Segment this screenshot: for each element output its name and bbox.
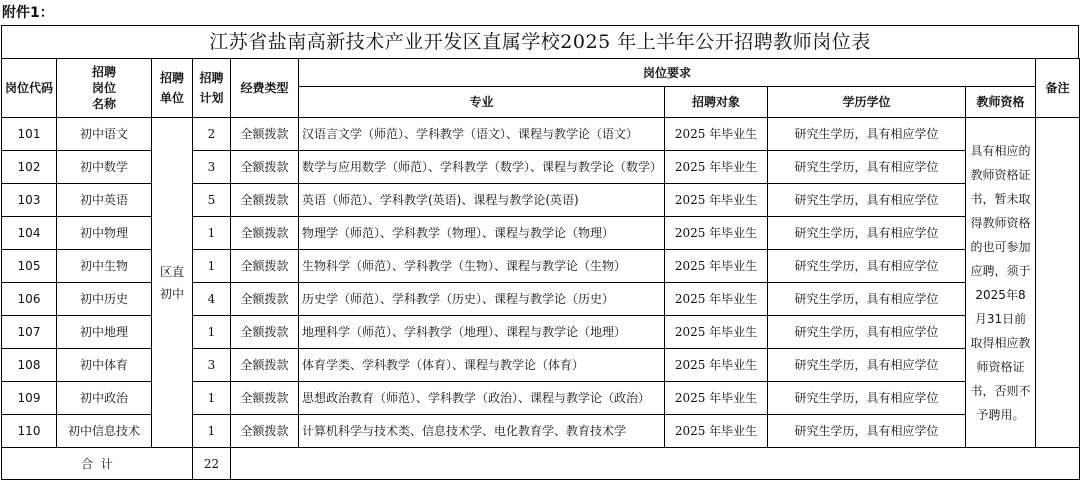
cell-position: 初中语文 [57, 118, 152, 151]
recruitment-table [1, 58, 1080, 480]
cell-position: 初中数学 [57, 151, 152, 184]
cell-plan: 4 [193, 283, 231, 316]
cell-funding: 全额拨款 [231, 349, 299, 382]
cell-funding: 全额拨款 [231, 283, 299, 316]
cell-education: 研究生学历，具有相应学位 [768, 349, 966, 382]
cell-plan: 1 [193, 316, 231, 349]
cell-major: 物理学（师范）、学科教学（物理）、课程与教学论（物理） [299, 217, 665, 250]
cell-remarks [1036, 118, 1080, 448]
cell-code: 102 [2, 151, 57, 184]
cell-plan: 1 [193, 250, 231, 283]
cell-code: 104 [2, 217, 57, 250]
header-requirements: 岗位要求 [299, 59, 1036, 87]
table-row [2, 118, 1080, 151]
cell-education: 研究生学历，具有相应学位 [768, 118, 966, 151]
cell-major: 地理科学（师范）、学科教学（地理）、课程与教学论（地理） [299, 316, 665, 349]
cell-unit-text: 区直初中 [159, 264, 184, 301]
total-empty [231, 448, 1080, 480]
header-unit-text: 招聘单位 [160, 71, 185, 105]
cell-major: 生物科学（师范）、学科教学（生物）、课程与教学论（生物） [299, 250, 665, 283]
cell-plan: 3 [193, 349, 231, 382]
header-major: 专业 [299, 87, 665, 118]
cell-plan: 5 [193, 184, 231, 217]
cell-plan: 1 [193, 217, 231, 250]
cell-target: 2025 年毕业生 [665, 316, 768, 349]
cell-position: 初中历史 [57, 283, 152, 316]
cell-target: 2025 年毕业生 [665, 415, 768, 448]
cell-funding: 全额拨款 [231, 415, 299, 448]
cell-target: 2025 年毕业生 [665, 118, 768, 151]
cell-major: 汉语言文学（师范）、学科教学（语文）、课程与教学论（语文） [299, 118, 665, 151]
header-remarks: 备注 [1036, 59, 1080, 118]
cell-major: 思想政治教育（师范）、学科教学（政治）、课程与教学论（政治） [299, 382, 665, 415]
cell-position: 初中物理 [57, 217, 152, 250]
cell-plan: 1 [193, 382, 231, 415]
cell-target: 2025 年毕业生 [665, 349, 768, 382]
cell-unit [152, 118, 193, 448]
cell-code: 107 [2, 316, 57, 349]
cell-education: 研究生学历，具有相应学位 [768, 151, 966, 184]
total-value: 22 [193, 448, 231, 480]
cell-funding: 全额拨款 [231, 118, 299, 151]
cell-position: 初中体育 [57, 349, 152, 382]
cell-major: 数学与应用数学（师范）、学科教学（数学）、课程与教学论（数学） [299, 151, 665, 184]
header-unit [152, 59, 193, 118]
header-plan-text: 招聘计划 [199, 71, 224, 105]
header-target: 招聘对象 [665, 87, 768, 118]
cell-target: 2025 年毕业生 [665, 382, 768, 415]
cell-funding: 全额拨款 [231, 316, 299, 349]
total-row [2, 448, 1080, 480]
cell-target: 2025 年毕业生 [665, 250, 768, 283]
cell-education: 研究生学历，具有相应学位 [768, 316, 966, 349]
cell-target: 2025 年毕业生 [665, 151, 768, 184]
document-title: 江苏省盐南高新技术产业开发区直属学校2025 年上半年公开招聘教师岗位表 [209, 31, 871, 53]
attachment-label: 附件1： [2, 5, 54, 21]
cell-major: 英语（师范）、学科教学(英语)、课程与教学论(英语) [299, 184, 665, 217]
header-position-text: 招聘岗位名称 [91, 65, 116, 111]
header-education: 学历学位 [768, 87, 966, 118]
cell-funding: 全额拨款 [231, 250, 299, 283]
cell-code: 108 [2, 349, 57, 382]
cell-code: 110 [2, 415, 57, 448]
cell-education: 研究生学历，具有相应学位 [768, 283, 966, 316]
qualification-note-text: 具有相应的教师资格证书，暂未取得教师资格的也可参加应聘，须于2025年8月31日前取得相应教师资格证书，否则不予聘用。 [970, 143, 1031, 422]
cell-funding: 全额拨款 [231, 217, 299, 250]
cell-code: 106 [2, 283, 57, 316]
header-position [57, 59, 152, 118]
cell-education: 研究生学历，具有相应学位 [768, 382, 966, 415]
cell-code: 103 [2, 184, 57, 217]
cell-education: 研究生学历，具有相应学位 [768, 217, 966, 250]
cell-plan: 3 [193, 151, 231, 184]
cell-code: 109 [2, 382, 57, 415]
cell-funding: 全额拨款 [231, 382, 299, 415]
cell-plan: 1 [193, 415, 231, 448]
cell-position: 初中英语 [57, 184, 152, 217]
cell-qualification-note [966, 118, 1036, 448]
cell-education: 研究生学历，具有相应学位 [768, 415, 966, 448]
cell-target: 2025 年毕业生 [665, 184, 768, 217]
header-funding: 经费类型 [231, 59, 299, 118]
cell-position: 初中政治 [57, 382, 152, 415]
header-qualification: 教师资格 [966, 87, 1036, 118]
cell-code: 105 [2, 250, 57, 283]
cell-position: 初中地理 [57, 316, 152, 349]
cell-position: 初中信息技术 [57, 415, 152, 448]
cell-major: 历史学（师范）、学科教学（历史）、课程与教学论（历史） [299, 283, 665, 316]
cell-target: 2025 年毕业生 [665, 217, 768, 250]
cell-funding: 全额拨款 [231, 151, 299, 184]
cell-plan: 2 [193, 118, 231, 151]
cell-position: 初中生物 [57, 250, 152, 283]
cell-major: 计算机科学与技术类、信息技术学、电化教育学、教育技术学 [299, 415, 665, 448]
cell-major: 体育学类、学科教学（体育）、课程与教学论（体育） [299, 349, 665, 382]
cell-funding: 全额拨款 [231, 184, 299, 217]
header-plan [193, 59, 231, 118]
cell-target: 2025 年毕业生 [665, 283, 768, 316]
header-code: 岗位代码 [2, 59, 57, 118]
total-label: 合 计 [2, 448, 193, 480]
cell-education: 研究生学历，具有相应学位 [768, 184, 966, 217]
cell-code: 101 [2, 118, 57, 151]
cell-education: 研究生学历，具有相应学位 [768, 250, 966, 283]
